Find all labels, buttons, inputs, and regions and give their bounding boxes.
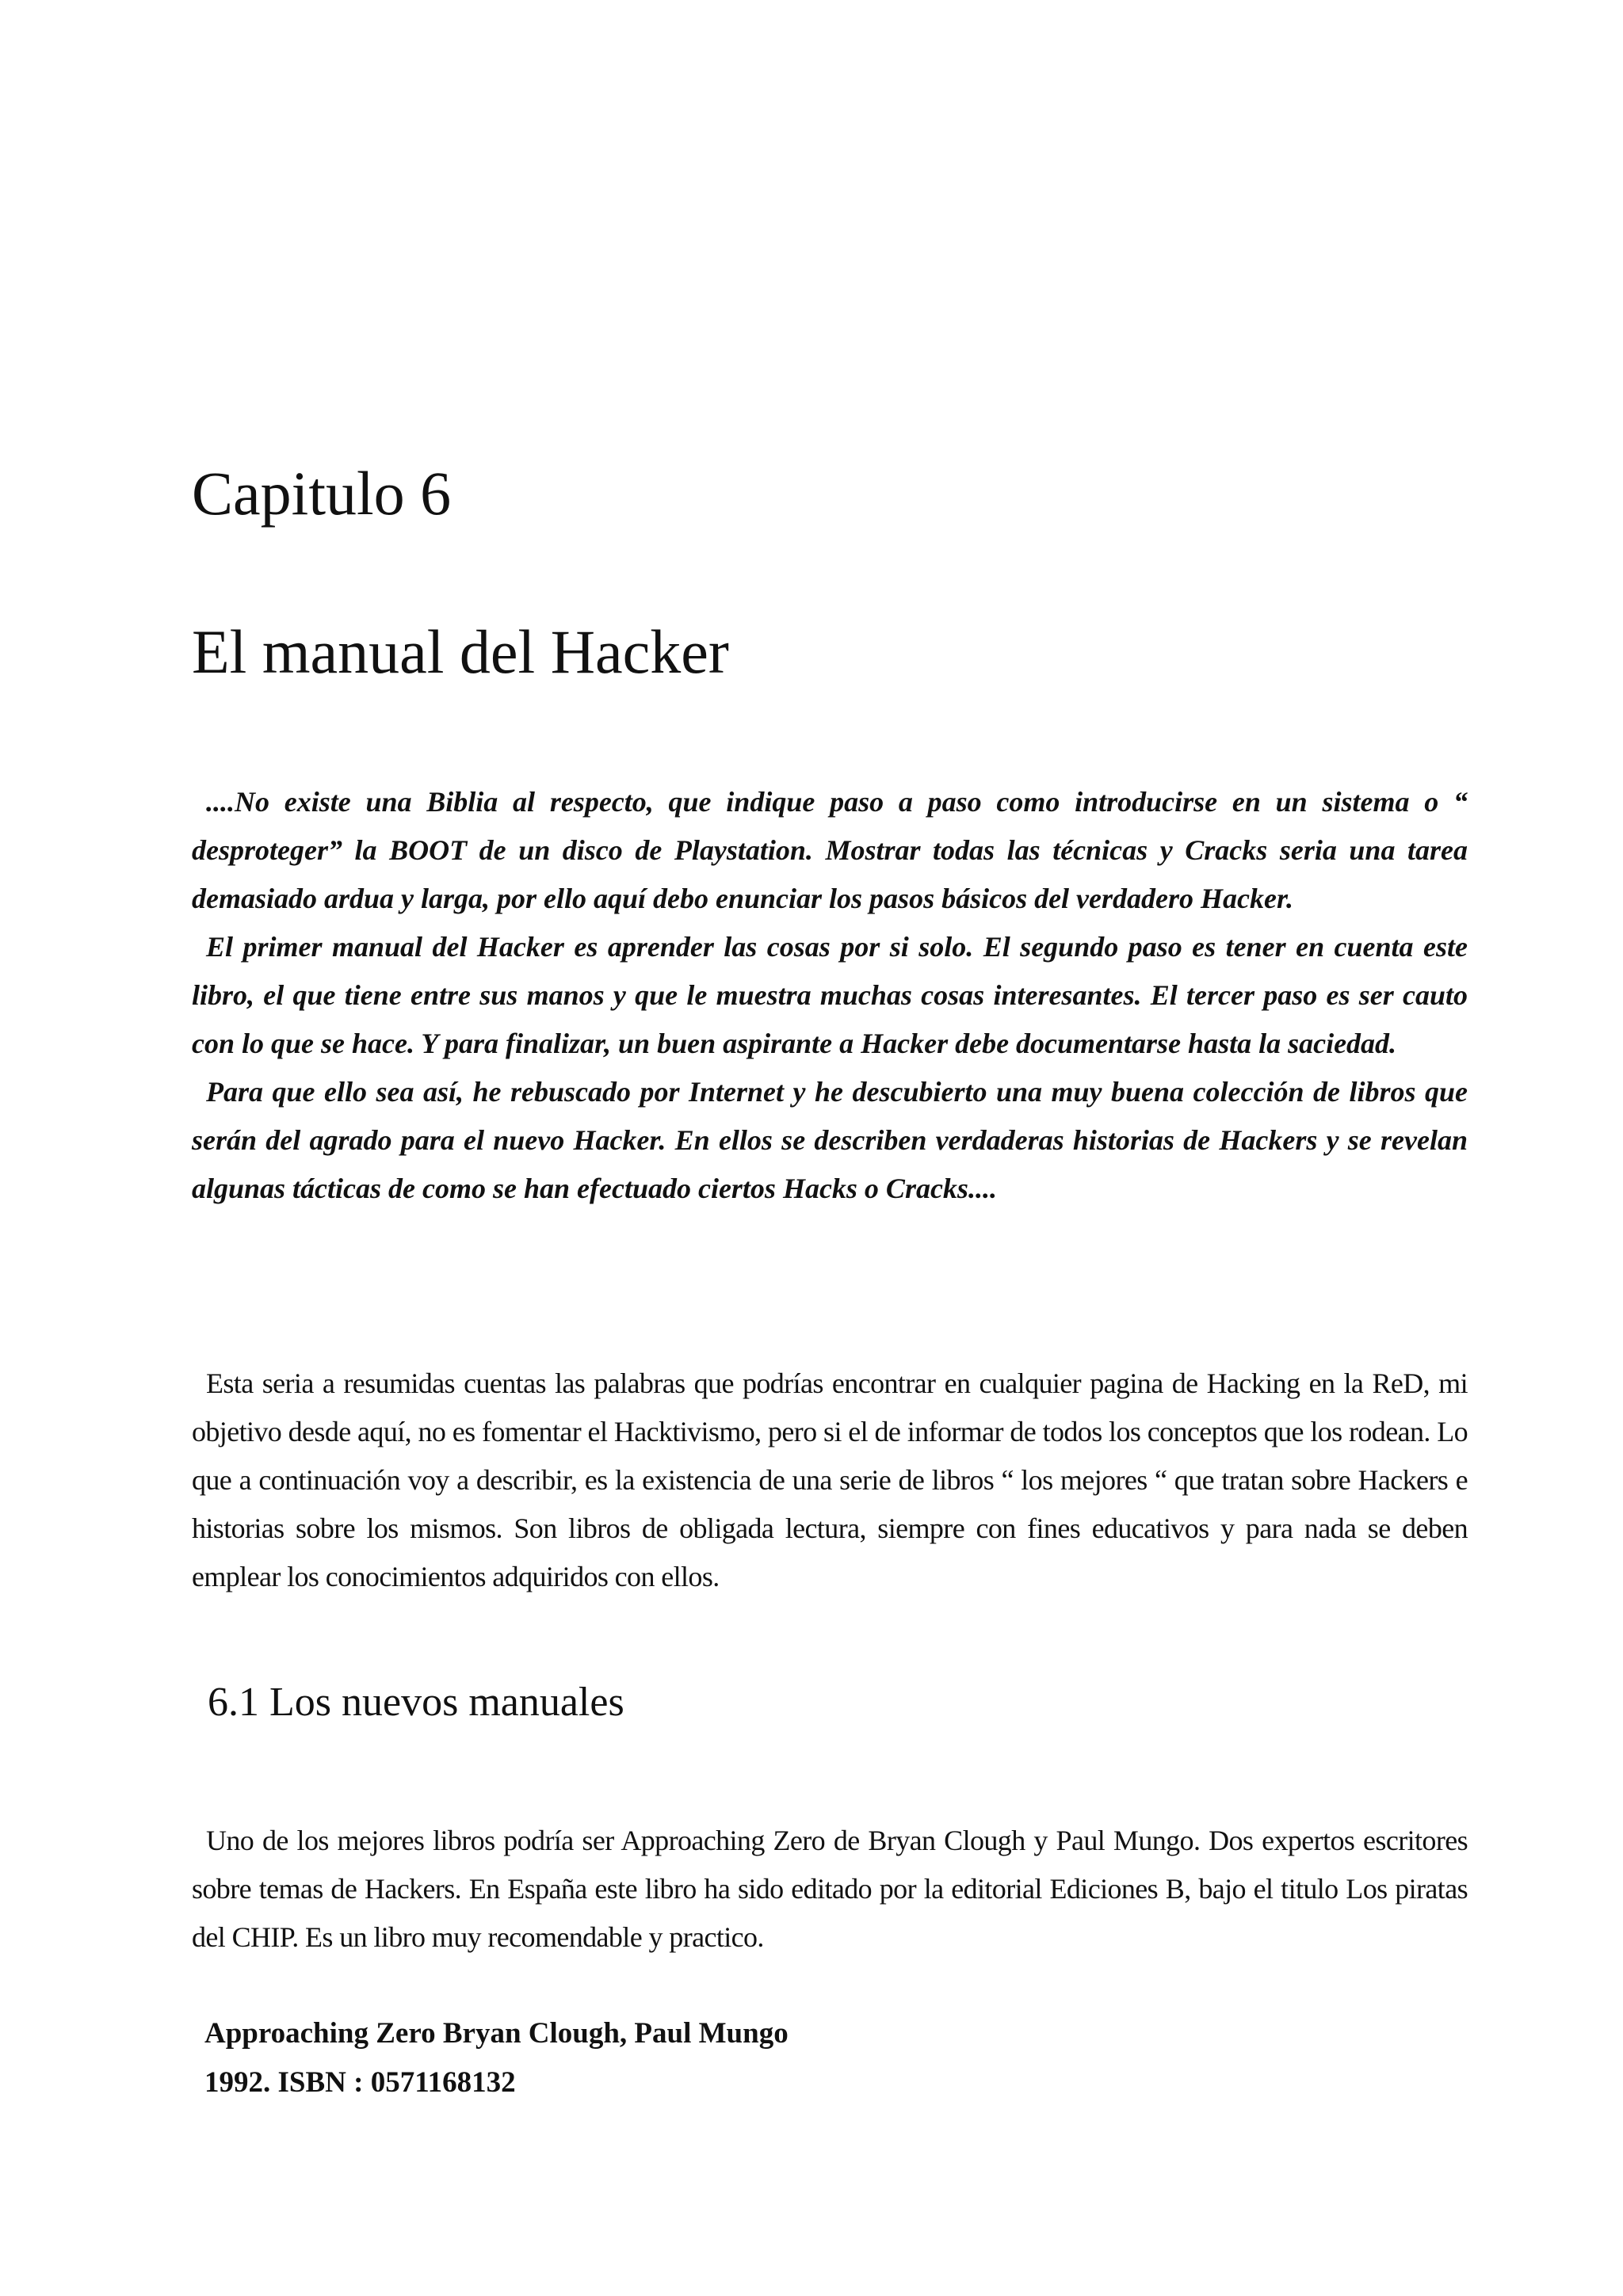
section-body [192,1817,1468,1962]
intro-paragraph: ....No existe una Biblia al respecto, que indique paso a paso como introducirse en un sistema o “ desproteger” la BOOT de un disco de Playstation. Mostrar todas las técnicas y Cracks seria una tarea demasiado ardua y larga, por ello aquí debo enunciar los pasos básicos del verdadero Hacker. [192,786,1468,914]
chapter-label: Capitulo 6 [192,459,452,528]
body-paragraph: Esta seria a resumidas cuentas las palabras que podrías encontrar en cualquier pagina de Hacking en la ReD, mi objetivo desde aquí, no es fomentar el Hacktivismo, pero si el de informar de todos los conceptos que los rodean. Lo que a continuación voy a describir, es la existencia de una serie de libros “ los mejores “ que tratan sobre Hackers e historias sobre los mismos. Son libros de obligada lectura, siempre con fines educativos y para nada se deben emplear los conocimientos adquiridos con ellos. [192,1367,1468,1592]
body-text [192,1360,1468,1601]
section-heading: 6.1 Los nuevos manuales [208,1680,624,1725]
reference-year-isbn: 1992. ISBN : 0571168132 [204,2066,516,2099]
reference-title-authors: Approaching Zero Bryan Clough, Paul Mungo [204,2017,789,2050]
chapter-title: El manual del Hacker [192,617,729,686]
intro-paragraph: Para que ello sea así, he rebuscado por Internet y he descubierto una muy buena colección de libros que serán del agrado para el nuevo Hacker. En ellos se describen verdaderas historias de Hackers y se revelan algunas tácticas de como se han efectuado ciertos Hacks o Cracks.... [192,1076,1468,1204]
intro-paragraph: El primer manual del Hacker es aprender las cosas por si solo. El segundo paso es tener en cuenta este libro, el que tiene entre sus manos y que le muestra muchas cosas interesantes. El tercer paso es ser cauto con lo que se hace. Y para finalizar, un buen aspirante a Hacker debe documentarse hasta la saciedad. [192,931,1468,1059]
book-reference [204,2009,789,2107]
intro-quote [192,778,1468,1213]
section-paragraph: Uno de los mejores libros podría ser Approaching Zero de Bryan Clough y Paul Mungo. Dos expertos escritores sobre temas de Hackers. En España este libro ha sido editado por la editorial Ediciones B, bajo el titulo Los piratas del CHIP. Es un libro muy recomendable y practico. [192,1825,1468,1953]
